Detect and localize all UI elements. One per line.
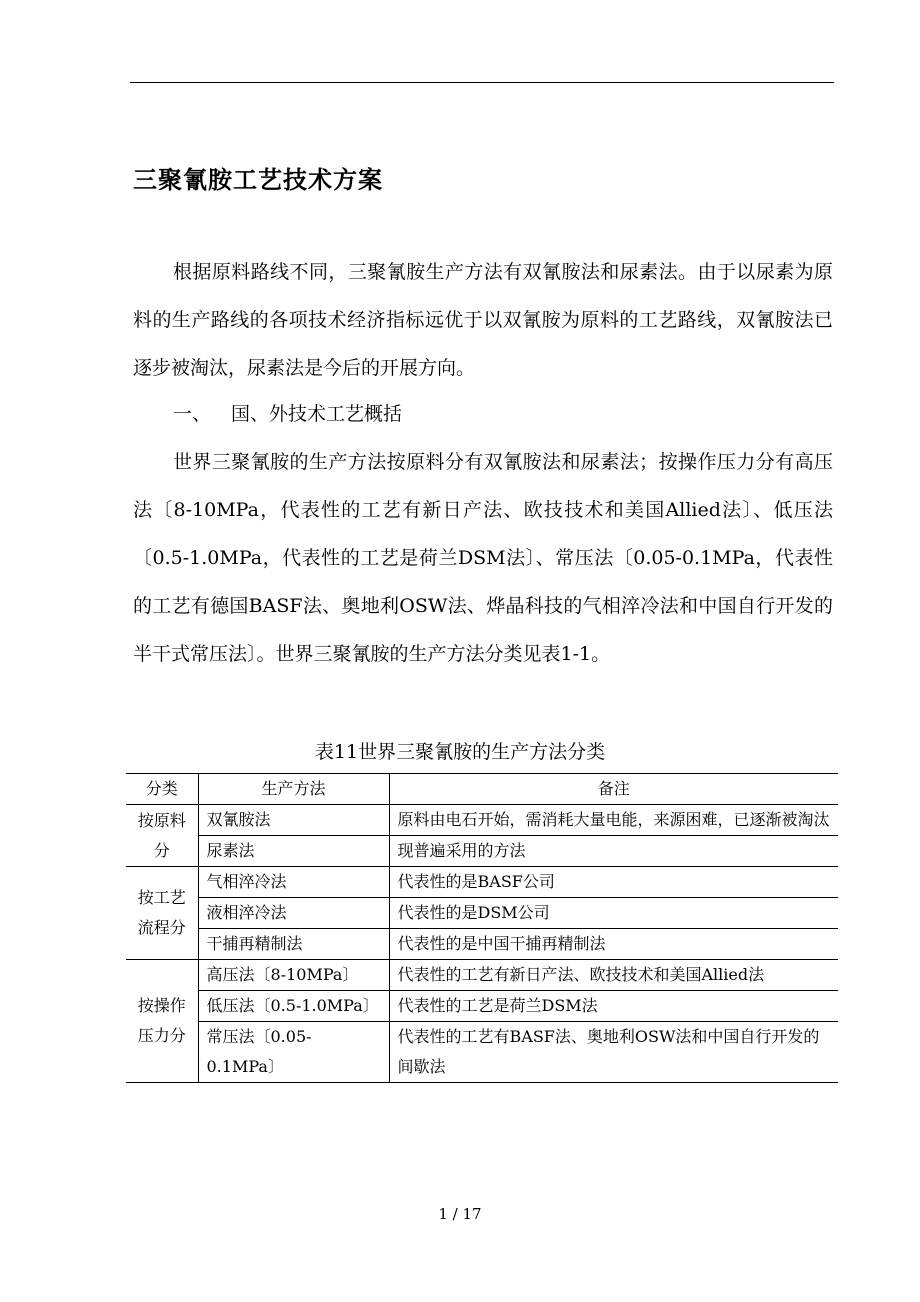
header-rule <box>130 82 834 83</box>
method-cell: 双氰胺法 <box>198 805 389 836</box>
method-cell: 尿素法 <box>198 836 389 867</box>
note-cell: 原料由电石开始，需消耗大量电能，来源困难，已逐渐被淘汰 <box>389 805 838 836</box>
method-cell: 气相淬冷法 <box>198 867 389 898</box>
section-heading <box>173 390 402 438</box>
intro-paragraph: 根据原料路线不同，三聚氰胺生产方法有双氰胺法和尿素法。由于以尿素为原料的生产路线的各项技术经济指标远优于以双氰胺为原料的工艺路线，双氰胺法已逐步被淘汰，尿素法是今后的开展方向。 <box>133 261 833 379</box>
header-note: 备注 <box>389 774 838 805</box>
note-cell: 代表性的工艺有BASF法、奥地利OSW法和中国自行开发的间歇法 <box>389 1022 838 1083</box>
note-cell: 代表性的工艺有新日产法、欧技技术和美国Allied法 <box>389 960 838 991</box>
table-header-row <box>126 774 838 805</box>
section-number: 一、 <box>173 403 212 425</box>
method-cell: 高压法〔8-10MPa〕 <box>198 960 389 991</box>
table-row <box>126 960 838 991</box>
table-row <box>126 929 838 960</box>
overview-paragraph: 世界三聚氰胺的生产方法按原料分有双氰胺法和尿素法；按操作压力分有高压法〔8-10MPa，代表性的工艺有新日产法、欧技技术和美国Allied法〕、低压法〔0.5-1.0MPa，代表性的工艺是荷兰DSM法〕、常压法〔0.05-0.1MPa，代表性的工艺有德国BASF法、奥地利OSW法、烨晶科技的气相淬冷法和中国自行开发的半干式常压法〕。世界三聚氰胺的生产方法分类见表1-1。 <box>133 451 833 665</box>
method-cell: 低压法〔0.5-1.0MPa〕 <box>198 991 389 1022</box>
section-heading-text: 国、外技术工艺概括 <box>231 403 403 425</box>
table-caption: 表11世界三聚氰胺的生产方法分类 <box>314 741 606 763</box>
category-cell: 按原料分 <box>126 805 198 867</box>
note-cell: 代表性的是中国干捕再精制法 <box>389 929 838 960</box>
header-category: 分类 <box>126 774 198 805</box>
page-number: 1 / 17 <box>438 1205 482 1223</box>
production-methods-table <box>126 773 838 1083</box>
document-title: 三聚氰胺工艺技术方案 <box>133 165 383 194</box>
table-row <box>126 1022 838 1083</box>
table-row <box>126 898 838 929</box>
note-cell: 代表性的工艺是荷兰DSM法 <box>389 991 838 1022</box>
method-cell: 液相淬冷法 <box>198 898 389 929</box>
category-cell: 按工艺流程分 <box>126 867 198 960</box>
method-cell: 干捕再精制法 <box>198 929 389 960</box>
note-cell: 代表性的是BASF公司 <box>389 867 838 898</box>
category-cell: 按操作压力分 <box>126 960 198 1083</box>
method-cell: 常压法〔0.05-0.1MPa〕 <box>198 1022 389 1083</box>
note-cell: 代表性的是DSM公司 <box>389 898 838 929</box>
note-cell: 现普遍采用的方法 <box>389 836 838 867</box>
table-row <box>126 836 838 867</box>
header-method: 生产方法 <box>198 774 389 805</box>
table-row <box>126 991 838 1022</box>
table-row <box>126 805 838 836</box>
table-row <box>126 867 838 898</box>
